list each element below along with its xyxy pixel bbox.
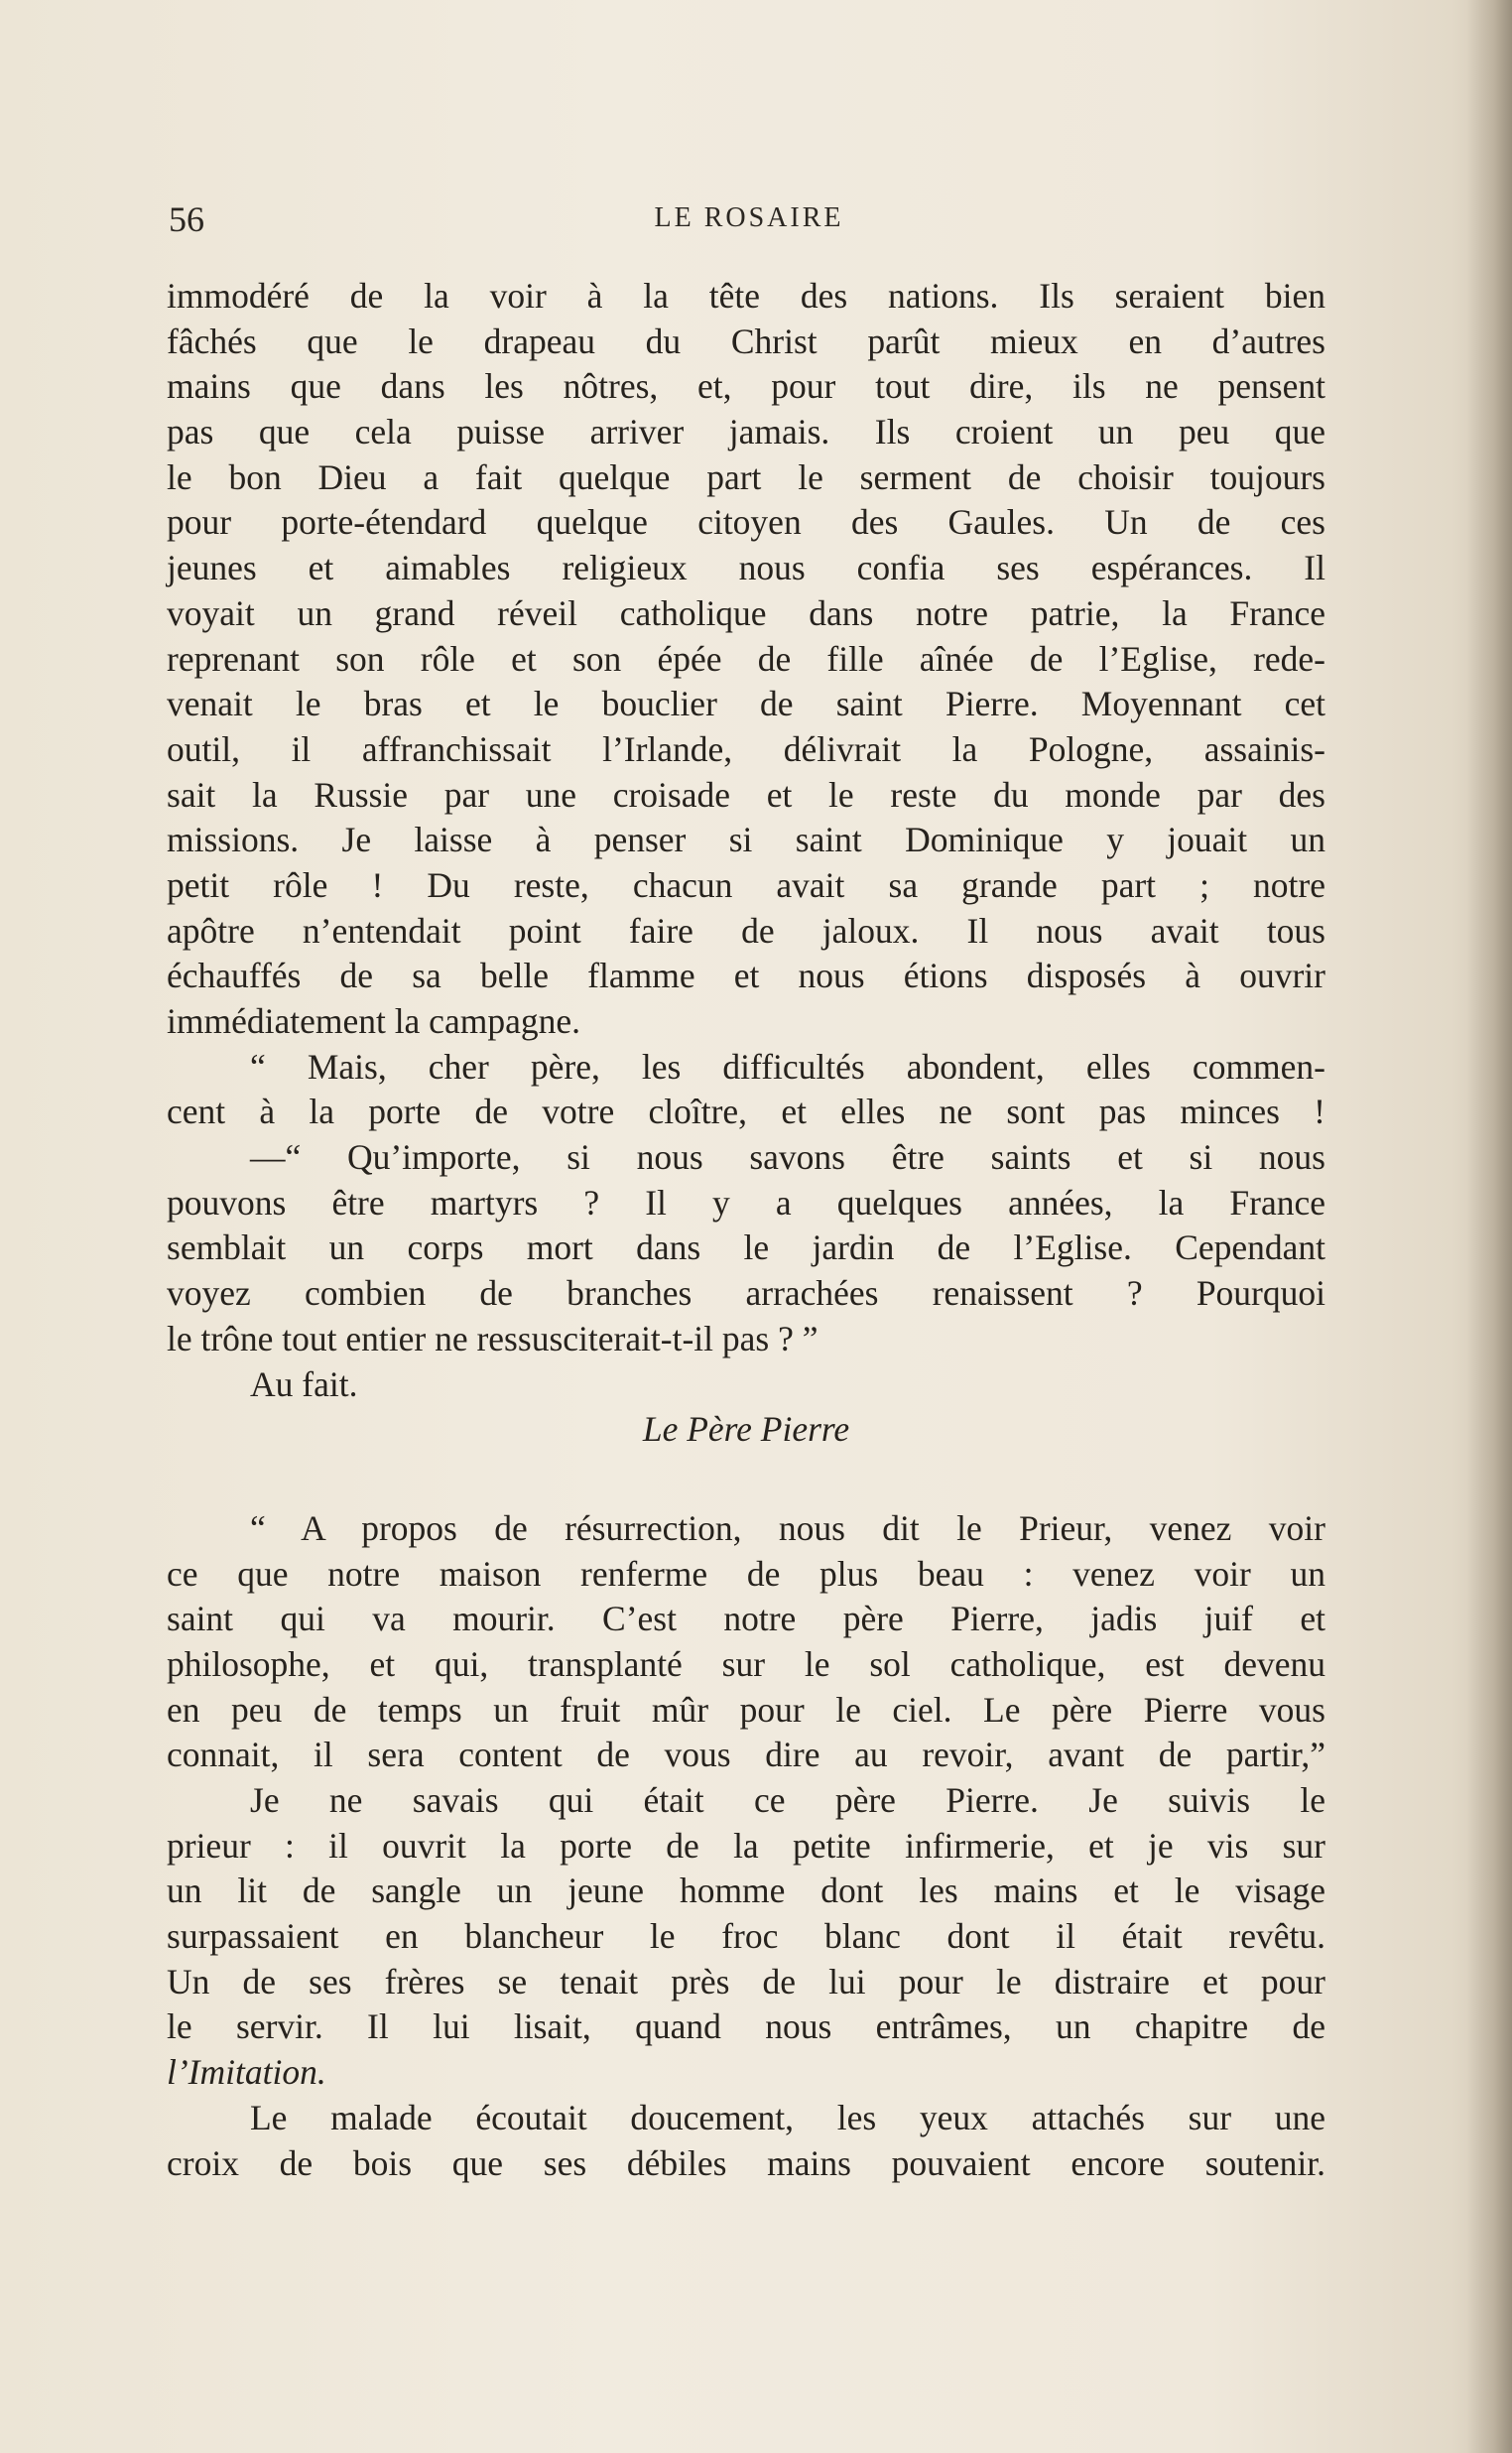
text-line: fâchés que le drapeau du Christ parût mieux en d’autres	[167, 321, 1325, 361]
text-line: Au fait.	[250, 1363, 358, 1404]
text-line: cent à la porte de votre cloître, et elles ne sont pas minces !	[167, 1092, 1325, 1132]
running-title: LE ROSAIRE	[654, 202, 844, 233]
text-line: venait le bras et le bouclier de saint Pierre. Moyennant cet	[167, 684, 1325, 724]
body-text	[167, 274, 1325, 2186]
text-line: petit rôle ! Du reste, chacun avait sa grande part ; notre	[167, 864, 1325, 905]
text-line: échauffés de sa belle flamme et nous étions disposés à ouvrir	[167, 956, 1325, 996]
text-line: immédiatement la campagne.	[167, 1001, 580, 1041]
text-line: jeunes et aimables religieux nous confia ses espérances. Il	[167, 548, 1325, 588]
text-line: missions. Je laisse à penser si saint Dominique y jouait un	[167, 820, 1325, 860]
section-heading: Le Père Pierre	[642, 1409, 850, 1450]
text-line: pas que cela puisse arriver jamais. Ils croient un peu que	[167, 412, 1325, 452]
text-line: en peu de temps un fruit mûr pour le ciel. Le père Pierre vous	[167, 1689, 1325, 1730]
text-line: outil, il affranchissait l’Irlande, délivrait la Pologne, assainis-	[167, 728, 1325, 769]
text-line: voyez combien de branches arrachées renaissent ? Pourquoi	[167, 1273, 1325, 1314]
text-line: pouvons être martyrs ? Il y a quelques années, la France	[167, 1182, 1325, 1223]
text-line: apôtre n’entendait point faire de jaloux. Il nous avait tous	[167, 910, 1325, 951]
text-line: philosophe, et qui, transplanté sur le sol catholique, est devenu	[167, 1643, 1325, 1684]
text-line: saint qui va mourir. C’est notre père Pierre, jadis juif et	[167, 1599, 1325, 1639]
page-edge-shadow	[1466, 0, 1512, 2453]
text-line: mains que dans les nôtres, et, pour tout dire, ils ne pensent	[167, 366, 1325, 407]
text-line: le servir. Il lui lisait, quand nous entrâmes, un chapitre de	[167, 2006, 1325, 2047]
page-number: 56	[169, 199, 204, 239]
text-line: Le malade écoutait doucement, les yeux attachés sur une	[250, 2097, 1325, 2137]
text-line: l’Imitation.	[167, 2052, 326, 2093]
text-line: immodéré de la voir à la tête des nations. Ils seraient bien	[167, 276, 1325, 316]
text-line: Un de ses frères se tenait près de lui pour le distraire et pour	[167, 1961, 1325, 2001]
text-line: semblait un corps mort dans le jardin de l’Eglise. Cependant	[167, 1227, 1325, 1268]
text-line: reprenant son rôle et son épée de fille aînée de l’Eglise, rede-	[167, 638, 1325, 679]
text-line: surpassaient en blancheur le froc blanc dont il était revêtu.	[167, 1916, 1325, 1957]
text-line: croix de bois que ses débiles mains pouvaient encore soutenir.	[167, 2142, 1325, 2183]
text-line: prieur : il ouvrit la porte de la petite infirmerie, et je vis sur	[167, 1825, 1325, 1866]
text-line: sait la Russie par une croisade et le reste du monde par des	[167, 774, 1325, 815]
text-line: le bon Dieu a fait quelque part le serment de choisir toujours	[167, 456, 1325, 497]
text-line: connait, il sera content de vous dire au revoir, avant de partir,”	[167, 1735, 1325, 1775]
text-line: pour porte-étendard quelque citoyen des Gaules. Un de ces	[167, 502, 1325, 543]
text-line: ce que notre maison renferme de plus beau : venez voir un	[167, 1553, 1325, 1594]
text-line: Je ne savais qui était ce père Pierre. Je suivis le	[250, 1780, 1325, 1820]
page-header	[169, 198, 1329, 248]
text-line: un lit de sangle un jeune homme dont les mains et le visage	[167, 1871, 1325, 1911]
section-gap	[167, 1453, 1325, 1506]
text-line: “ A propos de résurrection, nous dit le Prieur, venez voir	[250, 1507, 1325, 1548]
text-line: voyait un grand réveil catholique dans notre patrie, la France	[167, 592, 1325, 633]
text-line: “ Mais, cher père, les difficultés abondent, elles commen-	[250, 1046, 1325, 1087]
text-line: le trône tout entier ne ressusciterait-t-il pas ? ”	[167, 1318, 819, 1358]
text-line: —“ Qu’importe, si nous savons être saints et si nous	[250, 1137, 1325, 1178]
